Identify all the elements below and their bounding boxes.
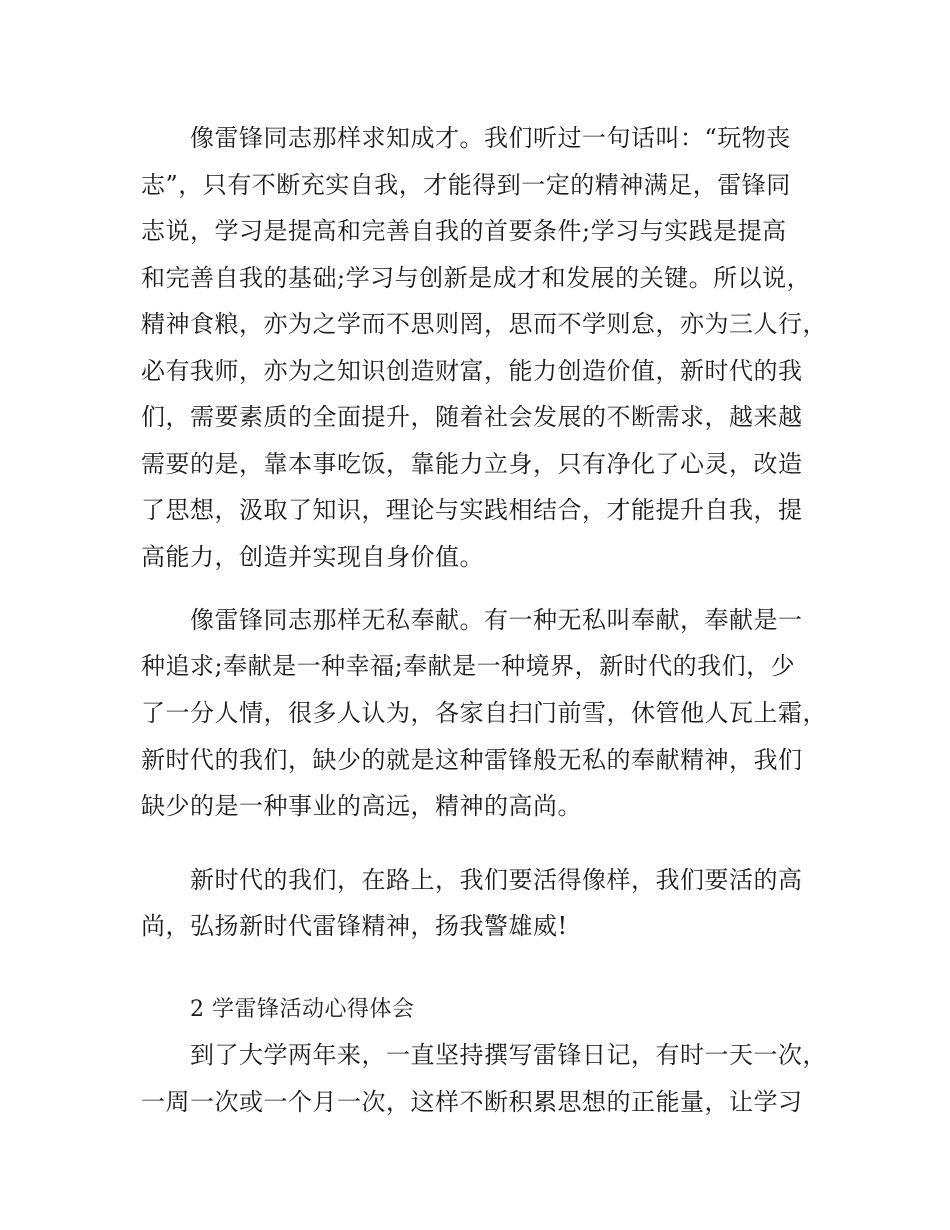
text-line: 必有我师，亦为之知识创造财富，能力创造价值，新时代的我	[141, 357, 803, 385]
text-line: 需要的是，靠本事吃饭，靠能力立身，只有净化了心灵，改造	[141, 450, 803, 478]
text-line: 尚，弘扬新时代雷锋精神，扬我警雄威!	[141, 912, 568, 940]
text-line: 新时代的我们，缺少的就是这种雷锋般无私的奉献精神，我们	[141, 746, 803, 774]
text-line: 种追求;奉献是一种幸福;奉献是一种境界，新时代的我们，少	[141, 652, 796, 680]
text-line: 们，需要素质的全面提升，随着社会发展的不断需求，越来越	[141, 403, 803, 431]
text-line: 到了大学两年来，一直坚持撰写雷锋日记，有时一天一次，	[190, 1041, 827, 1069]
text-line: 了思想，汲取了知识，理论与实践相结合，才能提升自我，提	[141, 496, 803, 524]
text-line: 志”，只有不断充实自我，才能得到一定的精神满足，雷锋同	[141, 171, 791, 199]
section-heading: 2 学雷锋活动心得体会	[190, 997, 415, 1022]
text-line: 新时代的我们，在路上，我们要活得像样，我们要活的高	[190, 866, 803, 894]
text-line: 高能力，创造并实现自身价值。	[141, 543, 484, 571]
text-line: 一周一次或一个月一次，这样不断积累思想的正能量，让学习	[141, 1088, 803, 1116]
text-line: 像雷锋同志那样无私奉献。有一种无私叫奉献，奉献是一	[190, 606, 803, 634]
text-line: 和完善自我的基础;学习与创新是成才和发展的关键。所以说，	[141, 264, 812, 292]
text-line: 缺少的是一种事业的高远，精神的高尚。	[141, 792, 582, 820]
text-line: 志说，学习是提高和完善自我的首要条件;学习与实践是提高	[141, 217, 787, 245]
text-line: 了一分人情，很多人认为，各家自扫门前雪，休管他人瓦上霜，	[141, 699, 827, 727]
text-line: 精神食粮，亦为之学而不思则罔，思而不学则怠，亦为三人行，	[141, 310, 827, 338]
text-line: 像雷锋同志那样求知成才。我们听过一句话叫：“玩物丧	[190, 124, 791, 152]
